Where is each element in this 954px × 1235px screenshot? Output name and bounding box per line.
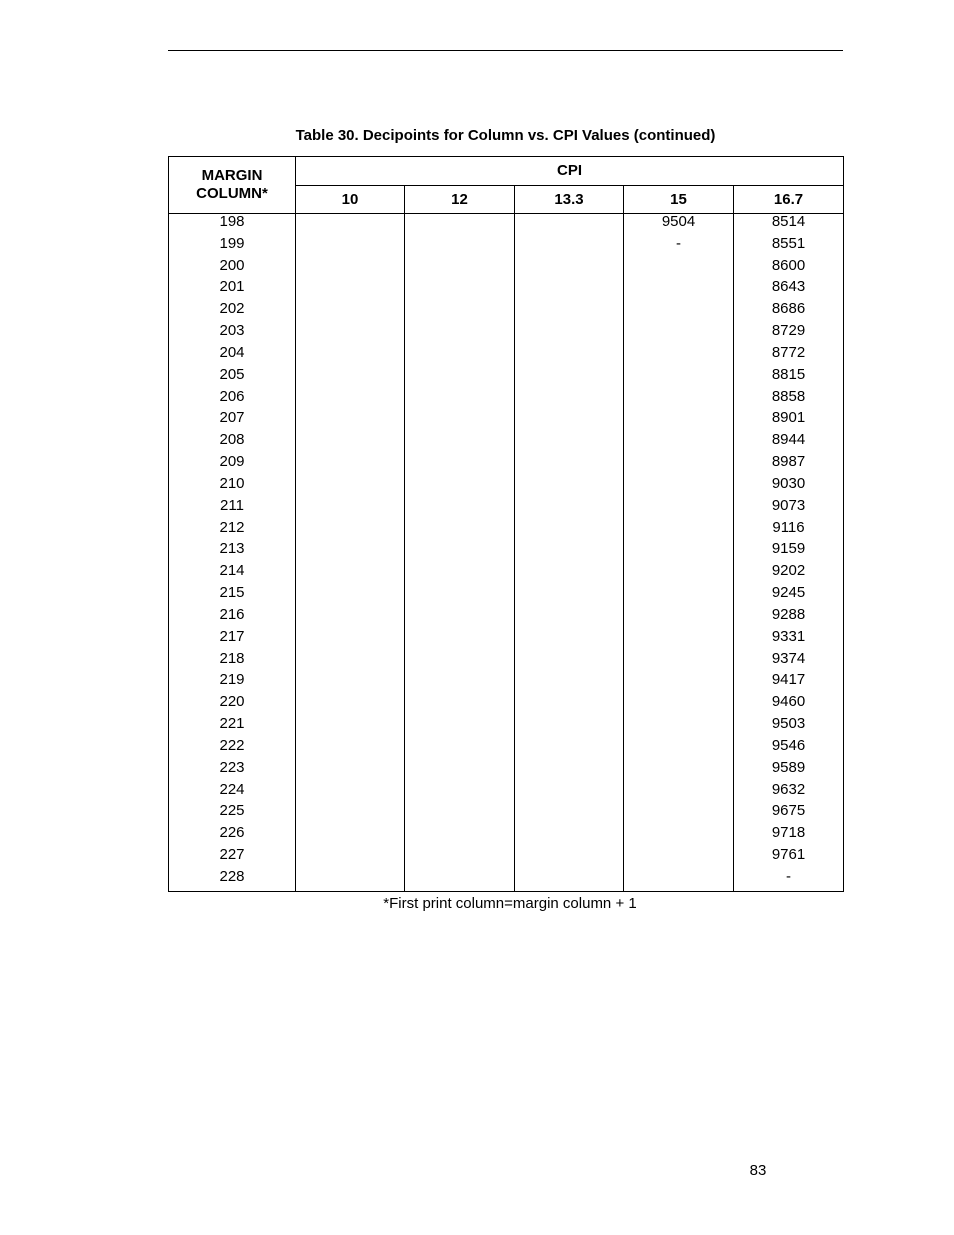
decipoint-cell [624, 694, 734, 716]
decipoint-cell [515, 410, 624, 432]
decipoint-cell: 9503 [734, 716, 844, 738]
decipoint-cell [405, 214, 515, 236]
decipoint-cell [405, 323, 515, 345]
decipoint-cell [296, 236, 405, 258]
decipoint-cell [515, 214, 624, 236]
decipoint-cell [296, 454, 405, 476]
page-number: 83 [749, 1162, 767, 1179]
table-caption: Table 30. Decipoints for Column vs. CPI Values (continued) [295, 127, 716, 144]
margin-column-cell: 203 [169, 323, 296, 345]
decipoint-cell [405, 694, 515, 716]
decipoint-cell [515, 301, 624, 323]
decipoint-cell [624, 585, 734, 607]
decipoint-cell [405, 869, 515, 891]
margin-column-cell: 217 [169, 629, 296, 651]
decipoint-cell [515, 520, 624, 542]
margin-column-cell: 205 [169, 367, 296, 389]
decipoint-cell: 9331 [734, 629, 844, 651]
decipoint-cell: 9202 [734, 563, 844, 585]
decipoint-cell [624, 847, 734, 869]
decipoint-cell [296, 258, 405, 280]
decipoint-cell: 9116 [734, 520, 844, 542]
margin-column-cell: 226 [169, 825, 296, 847]
decipoint-cell [405, 760, 515, 782]
decipoint-cell [296, 694, 405, 716]
table-row [169, 410, 844, 432]
table-row [169, 694, 844, 716]
decipoint-cell: 8729 [734, 323, 844, 345]
decipoint-cell [405, 258, 515, 280]
decipoint-cell [405, 563, 515, 585]
decipoint-cell: 9675 [734, 803, 844, 825]
decipoint-cell [405, 367, 515, 389]
decipoint-cell [296, 563, 405, 585]
decipoint-cell [515, 585, 624, 607]
table-row [169, 214, 844, 236]
decipoint-cell [405, 803, 515, 825]
decipoint-cell [296, 367, 405, 389]
decipoint-cell [405, 301, 515, 323]
margin-column-cell: 202 [169, 301, 296, 323]
decipoint-cell [624, 454, 734, 476]
decipoint-cell [624, 825, 734, 847]
decipoint-cell [624, 520, 734, 542]
decipoint-cell [624, 716, 734, 738]
table-row [169, 563, 844, 585]
margin-header-line1: MARGIN [201, 167, 263, 184]
header-rule [168, 50, 843, 51]
decipoint-cell: 8600 [734, 258, 844, 280]
decipoint-cell: 8551 [734, 236, 844, 258]
margin-column-cell: 225 [169, 803, 296, 825]
margin-column-cell: 214 [169, 563, 296, 585]
cpi-13-3-header: 13.3 [515, 185, 624, 214]
decipoint-cell [515, 760, 624, 782]
decipoint-cell: - [624, 236, 734, 258]
decipoint-cell [405, 607, 515, 629]
table-row [169, 541, 844, 563]
table-row [169, 629, 844, 651]
decipoint-cell [624, 367, 734, 389]
table-row [169, 760, 844, 782]
decipoint-cell [515, 651, 624, 673]
decipoint-cell [405, 345, 515, 367]
decipoint-cell [515, 563, 624, 585]
table-row [169, 847, 844, 869]
table-row [169, 498, 844, 520]
margin-column-cell: 206 [169, 389, 296, 411]
margin-column-cell: 213 [169, 541, 296, 563]
decipoint-cell [296, 345, 405, 367]
table-row [169, 716, 844, 738]
decipoint-cell [624, 301, 734, 323]
decipoint-cell: 9761 [734, 847, 844, 869]
decipoint-cell [624, 607, 734, 629]
margin-column-cell: 212 [169, 520, 296, 542]
margin-column-cell: 219 [169, 672, 296, 694]
margin-column-cell: 221 [169, 716, 296, 738]
cpi-12-header: 12 [405, 185, 515, 214]
table-row [169, 454, 844, 476]
decipoint-cell [515, 345, 624, 367]
decipoint-cell: 9159 [734, 541, 844, 563]
decipoint-cell [515, 389, 624, 411]
decipoint-cell [624, 629, 734, 651]
margin-column-cell: 200 [169, 258, 296, 280]
table-row [169, 367, 844, 389]
table-row [169, 651, 844, 673]
decipoint-cell [515, 454, 624, 476]
decipoint-cell: 9589 [734, 760, 844, 782]
decipoint-cell [405, 541, 515, 563]
decipoint-cell [624, 541, 734, 563]
table-row [169, 738, 844, 760]
decipoint-cell [515, 694, 624, 716]
decipoint-cell: 9245 [734, 585, 844, 607]
table-row [169, 803, 844, 825]
decipoint-cell [515, 847, 624, 869]
margin-column-cell: 222 [169, 738, 296, 760]
margin-header-line2: COLUMN* [196, 185, 268, 202]
table-row [169, 476, 844, 498]
margin-column-cell: 204 [169, 345, 296, 367]
decipoint-cell [515, 782, 624, 804]
decipoint-cell [296, 651, 405, 673]
cpi-15-header: 15 [624, 185, 734, 214]
table-row [169, 869, 844, 891]
cpi-16-7-header: 16.7 [734, 185, 844, 214]
decipoint-cell [405, 672, 515, 694]
decipoint-cell [405, 389, 515, 411]
decipoint-cell [296, 432, 405, 454]
margin-column-cell: 210 [169, 476, 296, 498]
decipoint-cell [515, 629, 624, 651]
decipoint-cell: 9460 [734, 694, 844, 716]
table-row [169, 258, 844, 280]
decipoint-cell [405, 498, 515, 520]
decipoint-cell [624, 563, 734, 585]
decipoint-cell [624, 869, 734, 891]
decipoint-cell [296, 279, 405, 301]
margin-column-cell: 198 [169, 214, 296, 236]
table-row [169, 301, 844, 323]
margin-column-cell: 209 [169, 454, 296, 476]
decipoint-cell [624, 279, 734, 301]
decipoint-cell [405, 738, 515, 760]
decipoint-cell [405, 520, 515, 542]
table-row [169, 672, 844, 694]
decipoint-cell [515, 258, 624, 280]
table-row [169, 520, 844, 542]
decipoint-cell [624, 672, 734, 694]
decipoint-cell [624, 476, 734, 498]
decipoint-cell [296, 629, 405, 651]
decipoint-cell [405, 585, 515, 607]
decipoint-cell: 9374 [734, 651, 844, 673]
decipoint-cell: 8858 [734, 389, 844, 411]
decipoint-cell: 8772 [734, 345, 844, 367]
decipoint-cell [296, 847, 405, 869]
decipoint-cell [515, 803, 624, 825]
decipoint-cell [624, 498, 734, 520]
decipoint-cell: - [734, 869, 844, 891]
table-row [169, 782, 844, 804]
margin-column-cell: 211 [169, 498, 296, 520]
decipoint-cell: 8686 [734, 301, 844, 323]
decipoint-cell: 8643 [734, 279, 844, 301]
decipoint-cell [624, 738, 734, 760]
decipoint-cell [405, 629, 515, 651]
decipoint-cell [296, 541, 405, 563]
margin-column-cell: 215 [169, 585, 296, 607]
table-row [169, 585, 844, 607]
margin-column-cell: 218 [169, 651, 296, 673]
decipoint-cell [624, 323, 734, 345]
decipoint-cell: 9073 [734, 498, 844, 520]
decipoint-cell [624, 389, 734, 411]
margin-column-cell: 207 [169, 410, 296, 432]
decipoint-cell: 9504 [624, 214, 734, 236]
decipoint-cell [624, 258, 734, 280]
decipoint-cell: 8944 [734, 432, 844, 454]
table-row [169, 279, 844, 301]
decipoint-cell [405, 825, 515, 847]
decipoint-cell [296, 803, 405, 825]
decipoint-cell [515, 323, 624, 345]
table-footnote: *First print column=margin column + 1 [383, 895, 637, 912]
decipoint-cell [296, 782, 405, 804]
decipoint-cell: 8815 [734, 367, 844, 389]
decipoint-cell: 8987 [734, 454, 844, 476]
decipoint-cell [624, 803, 734, 825]
decipoint-cell [515, 607, 624, 629]
decipoint-cell [515, 476, 624, 498]
margin-column-header [169, 157, 296, 214]
decipoint-cell [405, 716, 515, 738]
decipoint-cell: 8514 [734, 214, 844, 236]
margin-column-cell: 216 [169, 607, 296, 629]
decipoint-cell: 9632 [734, 782, 844, 804]
decipoint-cell [515, 738, 624, 760]
decipoint-cell [296, 738, 405, 760]
decipoint-cell [296, 716, 405, 738]
decipoint-cell [515, 432, 624, 454]
decipoint-cell [296, 214, 405, 236]
decipoint-cell [624, 651, 734, 673]
decipoint-cell [515, 825, 624, 847]
decipoint-cell [296, 672, 405, 694]
decipoint-cell [405, 847, 515, 869]
decipoint-cell [296, 476, 405, 498]
decipoint-cell [296, 301, 405, 323]
decipoint-cell [296, 607, 405, 629]
decipoint-cell [515, 869, 624, 891]
decipoint-cell: 9030 [734, 476, 844, 498]
decipoint-cell [296, 498, 405, 520]
cpi-header: CPI [296, 157, 844, 186]
decipoint-cell [624, 410, 734, 432]
decipoint-cell [296, 323, 405, 345]
decipoint-cell [515, 236, 624, 258]
cpi-10-header: 10 [296, 185, 405, 214]
decipoint-cell: 8901 [734, 410, 844, 432]
decipoint-cell [515, 716, 624, 738]
table-body [169, 214, 844, 892]
decipoint-cell [405, 476, 515, 498]
decipoint-cell [405, 279, 515, 301]
decipoint-cell [624, 760, 734, 782]
decipoint-cell [296, 760, 405, 782]
table-row [169, 825, 844, 847]
decipoint-cell: 9288 [734, 607, 844, 629]
decipoint-cell [624, 432, 734, 454]
margin-column-cell: 228 [169, 869, 296, 891]
table-row [169, 389, 844, 411]
decipoint-cell [296, 585, 405, 607]
decipoint-cell: 9718 [734, 825, 844, 847]
table-row [169, 607, 844, 629]
decipoint-cell: 9417 [734, 672, 844, 694]
margin-column-cell: 201 [169, 279, 296, 301]
decipoint-cell [296, 869, 405, 891]
decipoint-cell [515, 367, 624, 389]
decipoint-cell [405, 432, 515, 454]
margin-column-cell: 223 [169, 760, 296, 782]
decipoint-cell [296, 410, 405, 432]
table-row [169, 432, 844, 454]
decipoint-cell [405, 651, 515, 673]
decipoint-cell [515, 672, 624, 694]
decipoints-table [168, 156, 844, 892]
decipoint-cell [515, 498, 624, 520]
margin-column-cell: 199 [169, 236, 296, 258]
decipoint-cell [296, 825, 405, 847]
decipoint-cell: 9546 [734, 738, 844, 760]
decipoint-cell [515, 279, 624, 301]
decipoint-cell [405, 782, 515, 804]
decipoint-cell [405, 454, 515, 476]
decipoint-cell [515, 541, 624, 563]
decipoint-cell [405, 236, 515, 258]
table-row [169, 236, 844, 258]
margin-column-cell: 227 [169, 847, 296, 869]
decipoint-cell [624, 345, 734, 367]
margin-column-cell: 208 [169, 432, 296, 454]
margin-column-cell: 224 [169, 782, 296, 804]
margin-column-cell: 220 [169, 694, 296, 716]
table-row [169, 323, 844, 345]
decipoint-cell [624, 782, 734, 804]
table-row [169, 345, 844, 367]
decipoint-cell [296, 389, 405, 411]
decipoint-cell [296, 520, 405, 542]
decipoint-cell [405, 410, 515, 432]
